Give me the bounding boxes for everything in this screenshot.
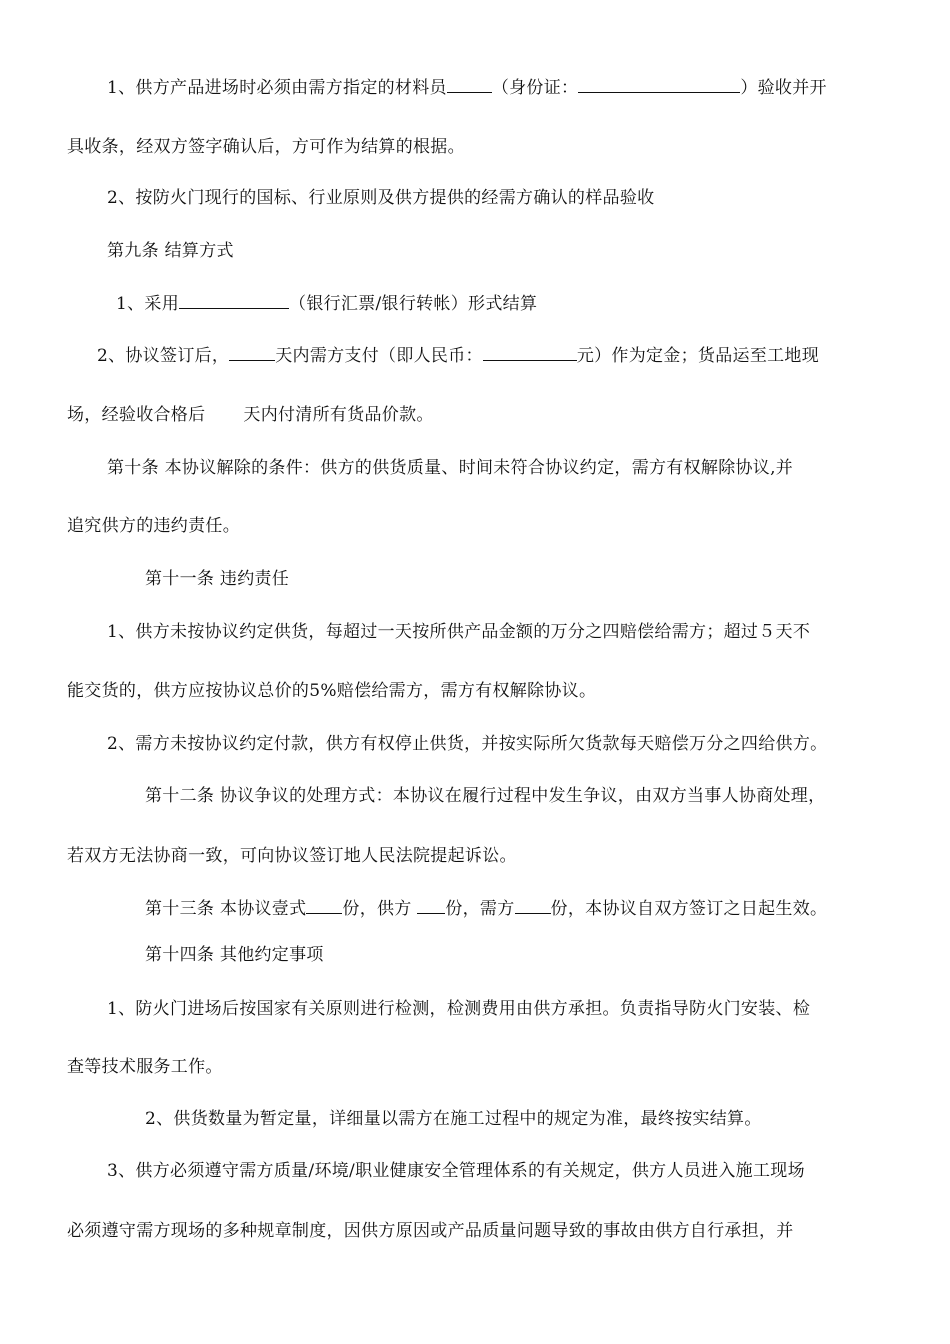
text-segment: 元）作为定金；货品运至工地现 <box>576 346 820 366</box>
clause-14-item-1-line-2: 查等技术服务工作。 <box>67 1057 223 1077</box>
blank-field-supplier-copies[interactable] <box>417 897 445 914</box>
clause-14-item-3-line-2: 必须遵守需方现场的多种规章制度，因供方原因或产品质量问题导致的事故由供方自行承担，并 <box>67 1221 794 1241</box>
blank-field-total-copies[interactable] <box>306 897 342 914</box>
clause-8-item-1-line-2: 具收条，经双方签字确认后，方可作为结算的根据。 <box>67 137 465 157</box>
text-segment: （身份证： <box>491 78 579 98</box>
text-segment: 份，供方 <box>342 899 418 919</box>
blank-field-payment-method[interactable] <box>179 292 289 309</box>
text-segment: 份，需方 <box>445 899 515 919</box>
blank-field-material-officer[interactable] <box>447 76 492 93</box>
clause-9-item-2-line-1 <box>97 344 819 367</box>
text-segment: 1、采用 <box>116 294 180 314</box>
text-segment: 天内需方支付（即人民币： <box>275 346 483 366</box>
clause-13 <box>145 897 827 920</box>
blank-field-days[interactable] <box>229 344 275 361</box>
clause-14-item-1-line-1: 1、防火门进场后按国家有关原则进行检测，检测费用由供方承担。负责指导防火门安装、检 <box>107 999 811 1019</box>
clause-9-item-1 <box>116 292 537 315</box>
text-segment: 场，经验收合格后 <box>67 405 206 425</box>
clause-9-item-2-line-2 <box>67 404 434 426</box>
blank-field-buyer-copies[interactable] <box>515 897 551 914</box>
clause-10-line-2: 追究供方的违约责任。 <box>67 516 240 536</box>
clause-11-heading: 第十一条 违约责任 <box>145 569 290 589</box>
clause-8-item-2: 2、按防火门现行的国标、行业原则及供方提供的经需方确认的样品验收 <box>107 188 655 208</box>
text-segment: 份，本协议自双方签订之日起生效。 <box>550 899 828 919</box>
clause-14-item-3-line-1: 3、供方必须遵守需方质量/环境/职业健康安全管理体系的有关规定，供方人员进入施工现场 <box>107 1161 805 1181</box>
clause-11-item-2: 2、需方未按协议约定付款，供方有权停止供货，并按实际所欠货款每天赔偿万分之四给供方。 <box>107 734 828 754</box>
text-segment: 2、协议签订后， <box>97 346 230 366</box>
blank-field-id-number[interactable] <box>578 76 740 93</box>
clause-14-item-2: 2、供货数量为暂定量，详细量以需方在施工过程中的规定为准，最终按实结算。 <box>145 1109 762 1129</box>
text-segment: 天内付清所有货品价款。 <box>243 405 434 425</box>
text-segment: 第十三条 本协议壹式 <box>145 899 307 919</box>
blank-field-deposit-amount[interactable] <box>483 344 577 361</box>
text-segment: 1、供方产品进场时必须由需方指定的材料员 <box>107 78 447 98</box>
clause-14-heading: 第十四条 其他约定事项 <box>145 945 324 965</box>
clause-9-heading: 第九条 结算方式 <box>107 241 234 261</box>
clause-11-item-1-line-1: 1、供方未按协议约定供货，每超过一天按所供产品金额的万分之四赔偿给需方；超过５天不 <box>107 622 811 642</box>
text-segment: （银行汇票/银行转帐）形式结算 <box>289 294 538 314</box>
clause-10-line-1: 第十条 本协议解除的条件：供方的供货质量、时间未符合协议约定，需方有权解除协议,并 <box>107 458 794 478</box>
clause-12-line-2: 若双方无法协商一致，可向协议签订地人民法院提起诉讼。 <box>67 846 517 866</box>
clause-12-line-1: 第十二条 协议争议的处理方式：本协议在履行过程中发生争议，由双方当事人协商处理， <box>145 786 826 806</box>
text-segment: ）验收并开 <box>740 78 827 98</box>
clause-11-item-1-line-2: 能交货的，供方应按协议总价的5%赔偿给需方，需方有权解除协议。 <box>67 681 597 701</box>
clause-8-item-1-line-1 <box>107 76 827 99</box>
